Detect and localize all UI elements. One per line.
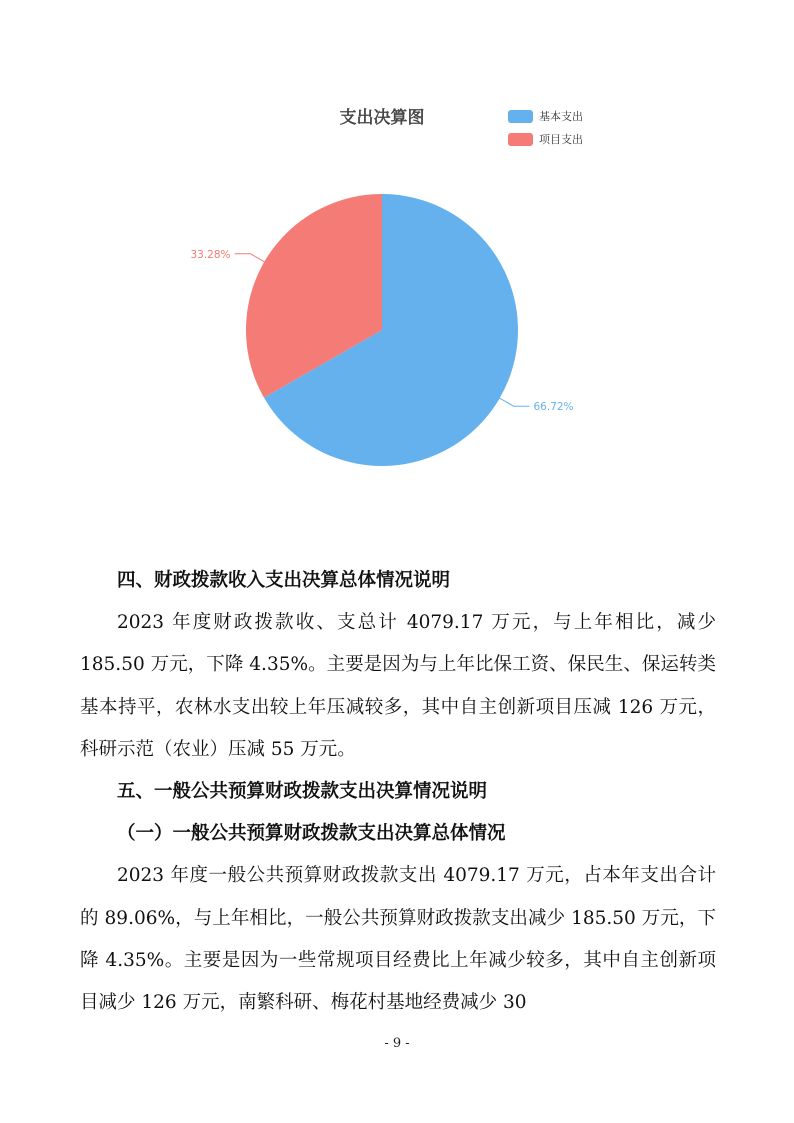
section5-title: 五、一般公共预算财政拨款支出决算情况说明: [117, 781, 488, 803]
pie-label-series-2: 33.28%: [190, 248, 231, 261]
section4-paragraph: 2023 年度财政拨款收、支总计 4079.17 万元，与上年相比，减少 185.50 万元，下降 4.35%。主要是因为与上年比保工资、保民生、保运转类基本持平，农林水支出较上年压减较多，其中自主创新项目压减 126 万元，科研示范（农业）压减 55 万元。: [80, 612, 716, 760]
pie-leader-line-series-2: [235, 254, 265, 262]
page-number: - 9 -: [384, 1036, 410, 1051]
chart-title: 支出决算图: [339, 108, 425, 128]
pie-leader-line-series-1: [500, 398, 530, 406]
section4-title: 四、财政拨款收入支出决算总体情况说明: [117, 570, 451, 591]
expenditure-pie-chart: [0, 0, 794, 560]
legend-label-series-1: 基本支出: [539, 110, 583, 123]
legend-swatch-series-1: [508, 110, 533, 123]
legend-swatch-series-2: [508, 133, 533, 146]
section5-subsection1-paragraph: 2023 年度一般公共预算财政拨款支出 4079.17 万元，占本年支出合计的 89.06%，与上年相比，一般公共预算财政拨款支出减少 185.50 万元，下降 4.35%。主要是因为一些常规项目经费比上年减少较多，其中自主创新项目减少 126 万元，南繁科研、梅花村基地经费减少 30: [80, 865, 716, 1014]
section5-subsection1-title: （一）一般公共预算财政拨款支出决算总体情况: [117, 823, 506, 845]
document-body: [80, 560, 716, 1024]
chart-legend: [508, 109, 583, 146]
pie-label-series-1: 66.72%: [533, 401, 574, 414]
pie-slices: [246, 194, 518, 466]
legend-label-series-2: 项目支出: [539, 133, 583, 146]
